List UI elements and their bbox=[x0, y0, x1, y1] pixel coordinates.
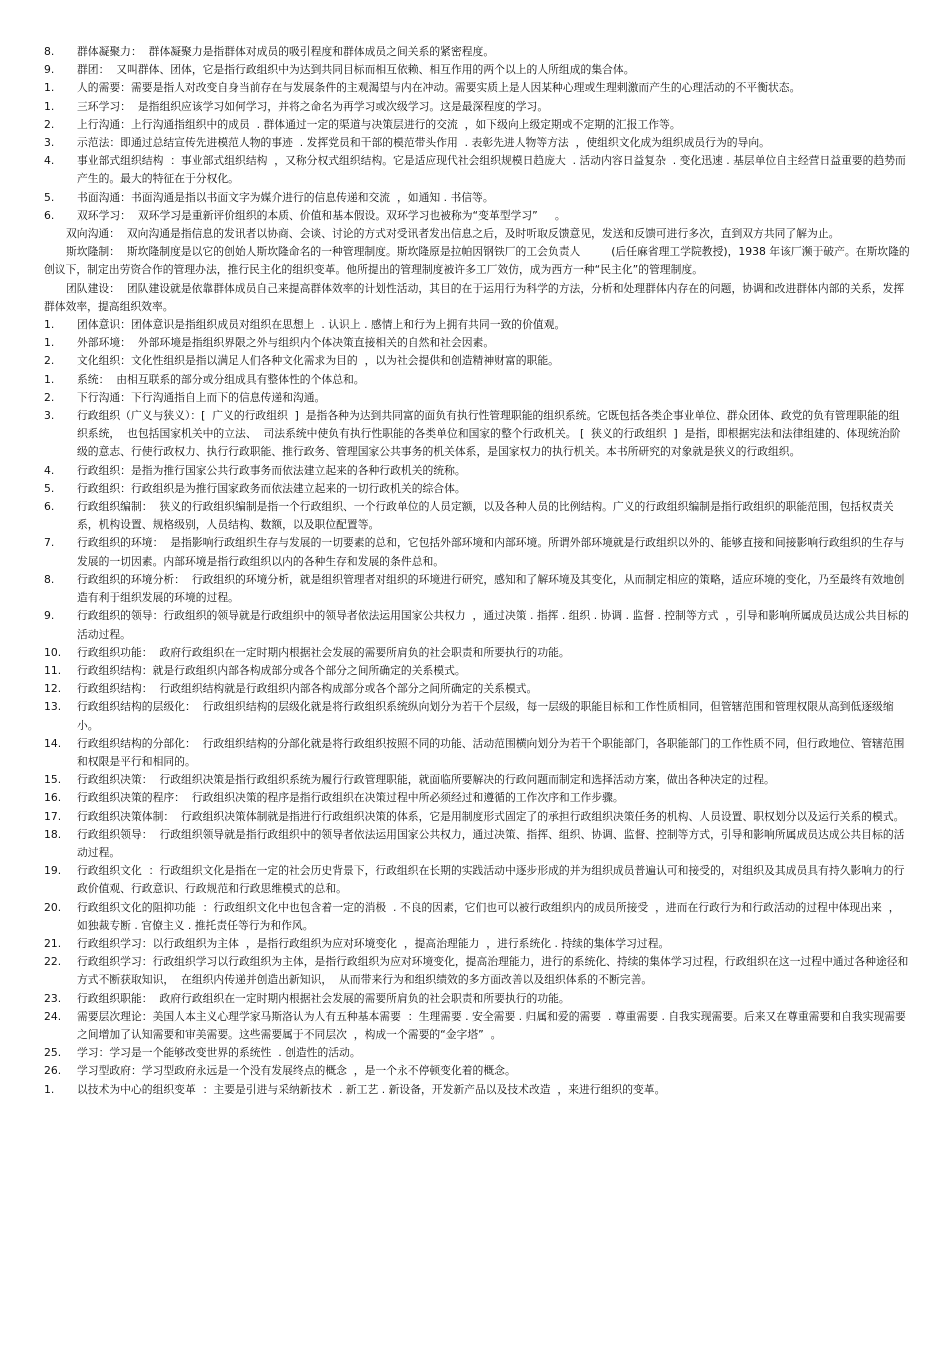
definition-entry bbox=[44, 826, 910, 862]
entry-text: 示范法：即通过总结宣传先进模范人物的事迹 . 发挥党员和干部的模范带头作用 . 表彰先进人物等方法 ，使组织文化成为组织成员行为的导向。 bbox=[77, 136, 770, 150]
entry-text: 行政组织的环境： 是指影响行政组织生存与发展的一切要素的总和，它包括外部环境和内部环境。所谓外部环境就是行政组织以外的、能够直接和间接影响行政组织的生存与发展的一切因素。内部环境是指行政组织以内的各种生存和发展的条件总和。 bbox=[77, 536, 905, 568]
entry-number: 1. bbox=[44, 81, 55, 95]
entry-number: 12. bbox=[44, 682, 62, 696]
entry-text: 行政组织：是指为推行国家公共行政事务而依法建立起来的各种行政机关的统称。 bbox=[77, 463, 466, 477]
entry-text: 书面沟通：书面沟通是指以书面文字为媒介进行的信息传递和交流 ，如通知 . 书信等。 bbox=[77, 190, 494, 204]
entry-number: 1. bbox=[44, 1082, 55, 1096]
entry-text: 行政组织结构的分部化： 行政组织结构的分部化就是将行政组织按照不同的功能、活动范围横向划分为若干个职能部门，各职能部门的工作性质不同，但行政地位、管辖范围和权限是平行和相同的。 bbox=[77, 736, 905, 768]
entry-number: 3. bbox=[44, 136, 55, 150]
entry-text: 团队建设： 团队建设就是依靠群体成员自己来提高群体效率的计划性活动，其目的在于运用行为科学的方法，分析和处理群体内存在的问题，协调和改进群体内部的关系，发挥群体效率，提高组织效率。 bbox=[44, 281, 905, 313]
entry-text: 行政组织编制： 狭义的行政组织编制是指一个行政组织、一个行政单位的人员定额，以及各种人员的比例结构。广义的行政组织编制是指行政组织的职能范围，包括权责关系，机构设置、规格级别，人员结构、数额，以及职位配置等。 bbox=[77, 500, 894, 532]
entry-number: 20. bbox=[44, 900, 62, 914]
definition-entry bbox=[44, 389, 910, 407]
entry-number: 8. bbox=[44, 572, 55, 586]
definition-entry bbox=[44, 644, 910, 662]
entry-number: 3. bbox=[44, 409, 55, 423]
entry-text: 行政组织的环境分析： 行政组织的环境分析，就是组织管理者对组织的环境进行研究，感知和了解环境及其变化，从而制定相应的策略，适应环境的变化，乃至最终有效地创造有利于组织发展的环境的过程。 bbox=[77, 572, 905, 605]
definition-entry bbox=[44, 189, 910, 207]
entry-text: 行政组织结构：就是行政组织内部各构成部分或各个部分之间所确定的关系模式。 bbox=[77, 663, 466, 677]
entry-number: 14. bbox=[44, 736, 62, 750]
entry-number: 23. bbox=[44, 991, 62, 1005]
definition-entry bbox=[44, 79, 910, 97]
entry-number: 17. bbox=[44, 809, 62, 823]
definition-entry bbox=[44, 1008, 910, 1044]
entry-text: 群体凝聚力： 群体凝聚力是指群体对成员的吸引程度和群体成员之间关系的紧密程度。 bbox=[77, 45, 495, 58]
entry-text: 行政组织文化 ：行政组织文化是指在一定的社会历史背景下，行政组织在长期的实践活动中逐步形成的并为组织成员普遍认可和接受的，对组织及其成员具有持久影响力的行政价值观、行政意识、行政规范和行政思维模式的总和。 bbox=[77, 864, 905, 896]
entry-text: 双环学习： 双环学习是重新评价组织的本质、价值和基本假设。双环学习也被称为“变革型学习” 。 bbox=[77, 208, 566, 222]
definition-entry bbox=[44, 316, 910, 334]
entry-text: 人的需要：需要是指人对改变自身当前存在与发展条件的主观渴望与内在冲动。需要实质上是人因某种心理或生理剌激而产生的心理活动的不平衡状态。 bbox=[77, 81, 801, 95]
entry-text: 行政组织文化的阻抑功能 ：行政组织文化中也包含着一定的消极 . 不良的因素，它们也可以被行政组织内的成员所接受 ，进而在行政行为和行政活动的过程中体现出来 ，如独裁专断 . 官僚主义 . 推托责任等行为和作风。 bbox=[77, 900, 900, 932]
entry-text: 团体意识：团体意识是指组织成员对组织在思想上 . 认识上 . 感情上和行为上拥有共同一致的价值观。 bbox=[77, 318, 566, 332]
definition-entry bbox=[44, 698, 910, 734]
entry-text: 行政组织学习：以行政组织为主体 ，是指行政组织为应对环境变化 ，提高治理能力 ，进行系统化 . 持续的集体学习过程。 bbox=[77, 936, 670, 950]
entry-text: 行政组织的领导：行政组织的领导就是行政组织中的领导者依法运用国家公共权力 ，通过决策 . 指挥 . 组织 . 协调 . 监督 . 控制等方式 ，引导和影响所属成员达成公共目标的活动过程。 bbox=[77, 609, 909, 641]
entry-number: 25. bbox=[44, 1046, 62, 1060]
entry-text: 上行沟通：上行沟通指组织中的成员 . 群体通过一定的渠道与决策层进行的交流 ，如下级向上级定期或不定期的汇报工作等。 bbox=[77, 117, 681, 131]
entry-number: 13. bbox=[44, 700, 62, 714]
entry-text: 文化组织：文化性组织是指以满足人们各种文化需求为目的 ，以为社会提供和创造精神财富的职能。 bbox=[77, 354, 559, 368]
definition-entry bbox=[44, 571, 910, 607]
definition-entry bbox=[44, 899, 910, 935]
entry-text: 行政组织领导： 行政组织领导就是指行政组织中的领导者依法运用国家公共权力，通过决策、指挥、组织、协调、监督、控制等方式，引导和影响所属成员达成公共目标的活动过程。 bbox=[77, 827, 905, 859]
entry-number: 2. bbox=[44, 390, 55, 404]
entry-number: 16. bbox=[44, 791, 62, 805]
definition-entry bbox=[44, 207, 910, 225]
entry-text: 斯坎隆制： 斯坎隆制度是以它的创始人斯坎隆命名的一种管理制度。斯坎隆原是拉帕因钢铁厂的工会负责人 (后任麻省理工学院教授)，1938 年该厂濒于破产。在斯坎隆的创议下，制定出劳资合作的管理办法，推行民主化的组织变革。他所提出的管理制度被许多工厂效仿，成为西方一种“民主化”的管理制度。 bbox=[44, 245, 910, 277]
entry-number: 8. bbox=[44, 45, 55, 58]
entry-text: 群团： 又叫群体、团体，它是指行政组织中为达到共同目标而相互依赖、相互作用的两个以上的人所组成的集合体。 bbox=[77, 63, 635, 77]
definition-entry bbox=[44, 953, 910, 989]
definition-entry bbox=[44, 607, 910, 643]
entry-text: 需要层次理论：美国人本主义心理学家马斯洛认为人有五种基本需要 ：生理需要 . 安全需要 . 归属和爱的需要 . 尊重需要 . 自我实现需要。后来又在尊重需要和自我实现需要之间增加了认知需要和审美需要。这些需要属于不同层次 ，构成一个需要的“金字塔” 。 bbox=[77, 1009, 906, 1041]
entry-number: 4. bbox=[44, 463, 55, 477]
entry-number: 7. bbox=[44, 536, 55, 550]
definition-entry bbox=[44, 862, 910, 898]
entry-text: 行政组织决策体制： 行政组织决策体制就是指进行行政组织决策的体系，它是用制度形式固定了的承担行政组织决策任务的机构、人员设置、职权划分以及运行关系的模式。 bbox=[77, 809, 905, 823]
entry-text: 以技术为中心的组织变革 ：主要是引进与采纳新技术 . 新工艺 . 新设备，开发新产品以及技术改造 ，来进行组织的变革。 bbox=[77, 1082, 666, 1096]
definition-paragraph bbox=[44, 225, 910, 243]
entry-number: 9. bbox=[44, 63, 55, 77]
definition-entry bbox=[44, 371, 910, 389]
definition-entry bbox=[44, 152, 910, 188]
definition-entry bbox=[44, 1044, 910, 1062]
entry-text: 三环学习： 是指组织应该学习如何学习，并将之命名为再学习或次级学习。这是最深程度的学习。 bbox=[77, 99, 549, 113]
definition-entry bbox=[44, 680, 910, 698]
entry-number: 10. bbox=[44, 645, 62, 659]
definition-entry bbox=[44, 334, 910, 352]
entry-text: 行政组织决策的程序： 行政组织决策的程序是指行政组织在决策过程中所必须经过和遵循的工作次序和工作步骤。 bbox=[77, 791, 624, 805]
definition-entry bbox=[44, 98, 910, 116]
definition-entry bbox=[44, 935, 910, 953]
definition-entry bbox=[44, 43, 910, 61]
definition-entry bbox=[44, 462, 910, 480]
definition-entry bbox=[44, 480, 910, 498]
entry-number: 18. bbox=[44, 827, 62, 841]
entry-number: 1. bbox=[44, 99, 55, 113]
definition-paragraph bbox=[44, 243, 910, 279]
entry-number: 15. bbox=[44, 773, 62, 787]
entry-text: 行政组织功能： 政府行政组织在一定时期内根据社会发展的需要所肩负的社会职责和所要执行的功能。 bbox=[77, 645, 570, 659]
definition-entry bbox=[44, 498, 910, 534]
definition-entry bbox=[44, 1062, 910, 1080]
entry-number: 26. bbox=[44, 1064, 62, 1078]
definition-entry bbox=[44, 662, 910, 680]
definition-paragraph bbox=[44, 280, 910, 316]
definition-entry bbox=[44, 735, 910, 771]
entry-text: 行政组织结构： 行政组织结构就是行政组织内部各构成部分或各个部分之间所确定的关系模式。 bbox=[77, 682, 538, 696]
entry-number: 22. bbox=[44, 955, 62, 969]
entry-number: 6. bbox=[44, 208, 55, 222]
entry-number: 2. bbox=[44, 354, 55, 368]
entry-text: 行政组织学习：行政组织学习以行政组织为主体，是指行政组织为应对环境变化，提高治理能力，进行的系统化、持续的集体学习过程，行政组织在这一过程中通过各种途径和方式不断获取知识， 在组织内传递并创造出新知识， 从而带来行为和组织绩效的多方面改善以及组织体系的不断完善。 bbox=[77, 955, 909, 987]
entry-text: 行政组织决策： 行政组织决策是指行政组织系统为履行行政管理职能，就面临所要解决的行政问题而制定和选择活动方案，做出各种决定的过程。 bbox=[77, 773, 775, 787]
entry-number: 11. bbox=[44, 663, 62, 677]
definition-entry bbox=[44, 771, 910, 789]
entry-text: 学习：学习是一个能够改变世界的系统性 . 创造性的活动。 bbox=[77, 1046, 361, 1060]
definition-entry bbox=[44, 990, 910, 1008]
definition-entry bbox=[44, 116, 910, 134]
entry-text: 行政组织（广义与狭义）：[ 广义的行政组织 ] 是指各种为达到共同富的面负有执行性管理职能的组织系统。它既包括各类企事业单位、群众团体、政党的负有管理职能的组织系统， 也包括国家机关中的立法、 司法系统中使负有执行性职能的各类单位和国家的整个行政机关。 [ 狭义的行政组织 ] 是指，即根据宪法和法律组建的、体现统治阶级的意志、行使行政权力、执行行政职能、推行政务、管理国家公共事务的机关体系，是国家权力的执行机关。本书所研究的对象就是狭义的行政组织。 bbox=[77, 409, 901, 459]
entry-text: 双向沟通： 双向沟通是指信息的发讯者以协商、会谈、讨论的方式对受讯者发出信息之后，及时听取反馈意见，发送和反馈可进行多次，直到双方共同了解为止。 bbox=[66, 227, 840, 241]
entry-number: 1. bbox=[44, 372, 55, 386]
definition-entry bbox=[44, 352, 910, 370]
entry-text: 事业部式组织结构 ：事业部式组织结构 ，又称分权式组织结构。它是适应现代社会组织规模日趋庞大 . 活动内容日益复杂 . 变化迅速 . 基层单位自主经营日益重要的趋势而产生的。最大的特征在于分权化。 bbox=[77, 154, 906, 186]
definition-entry bbox=[44, 134, 910, 152]
entry-number: 1. bbox=[44, 318, 55, 332]
entry-text: 学习型政府：学习型政府永远是一个没有发展终点的概念 ，是一个永不停顿变化着的概念。 bbox=[77, 1064, 516, 1078]
entry-text: 下行沟通：下行沟通指自上而下的信息传递和沟通。 bbox=[77, 390, 326, 404]
entry-text: 系统： 由相互联系的部分或分组成具有整体性的个体总和。 bbox=[77, 372, 365, 386]
entry-number: 5. bbox=[44, 481, 55, 495]
definition-entry bbox=[44, 407, 910, 462]
definition-entry bbox=[44, 1081, 910, 1099]
entry-number: 5. bbox=[44, 190, 55, 204]
entry-number: 19. bbox=[44, 864, 62, 878]
definition-entry bbox=[44, 534, 910, 570]
definition-entry bbox=[44, 789, 910, 807]
entry-number: 6. bbox=[44, 500, 55, 514]
entry-text: 外部环境： 外部环境是指组织界限之外与组织内个体决策直接相关的自然和社会因素。 bbox=[77, 336, 495, 350]
entry-number: 1. bbox=[44, 336, 55, 350]
entry-number: 24. bbox=[44, 1009, 62, 1023]
definition-entry bbox=[44, 808, 910, 826]
entry-number: 9. bbox=[44, 609, 55, 623]
entry-number: 21. bbox=[44, 936, 62, 950]
definition-entry bbox=[44, 61, 910, 79]
entry-text: 行政组织职能： 政府行政组织在一定时期内根据社会发展的需要所肩负的社会职责和所要执行的功能。 bbox=[77, 991, 570, 1005]
entry-number: 2. bbox=[44, 117, 55, 131]
entry-number: 4. bbox=[44, 154, 55, 168]
entry-text: 行政组织：行政组织是为推行国家政务而依法建立起来的一切行政机关的综合体。 bbox=[77, 481, 466, 495]
entry-text: 行政组织结构的层级化： 行政组织结构的层级化就是将行政组织系统纵向划分为若干个层级，每一层级的职能目标和工作性质相同，但管辖范围和管理权限从高到低逐级缩小。 bbox=[77, 700, 894, 732]
